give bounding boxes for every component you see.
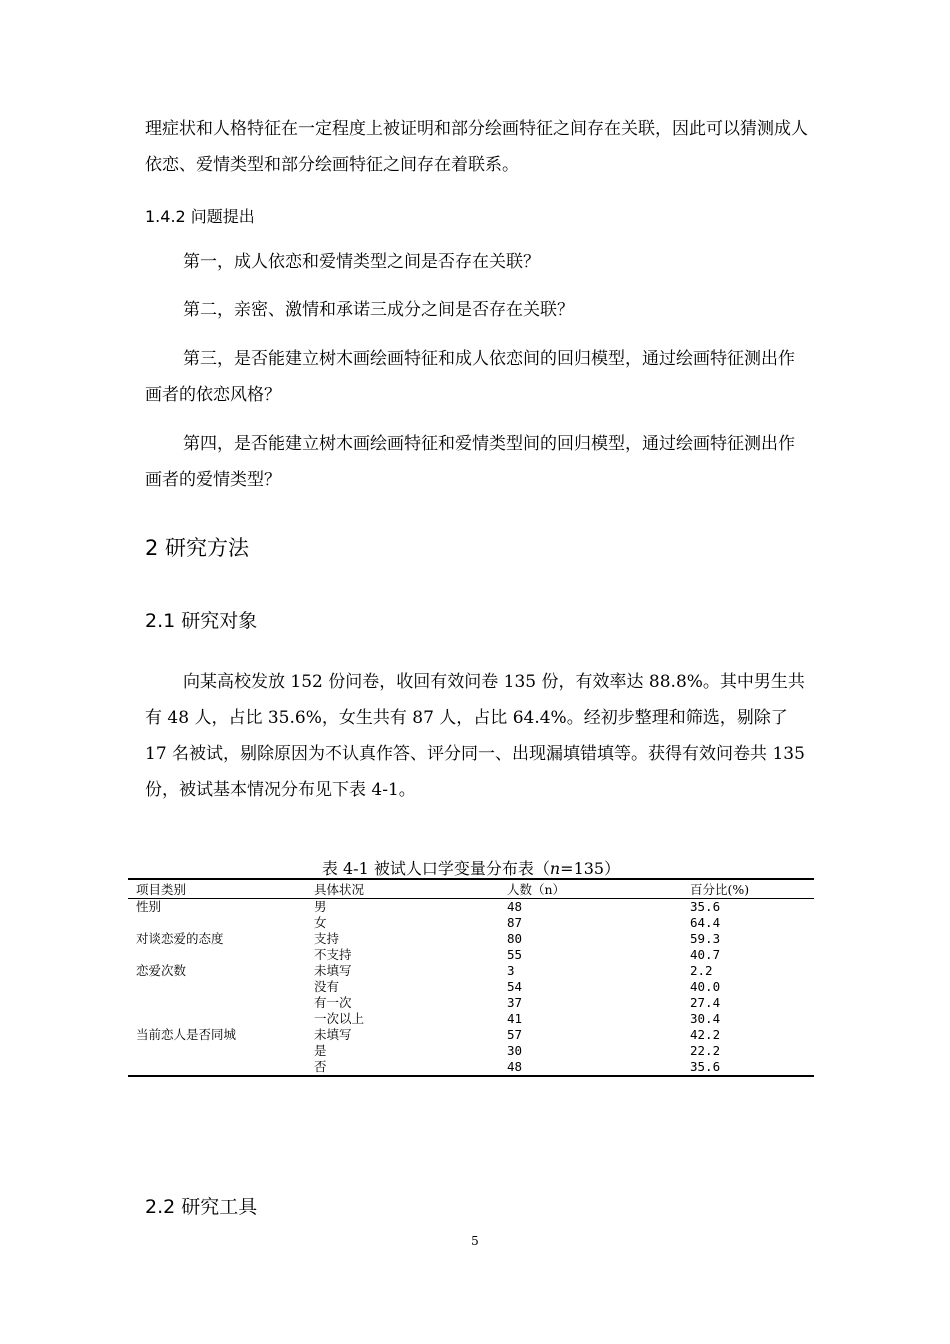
cell-category <box>128 1059 306 1076</box>
cell-percent: 40.0 <box>690 979 721 994</box>
table-row <box>128 1027 814 1043</box>
cell-status: 有一次 <box>314 995 352 1010</box>
cell-count: 48 <box>499 1059 682 1076</box>
cell-percent: 40.7 <box>690 947 721 962</box>
cell-count: 55 <box>507 947 523 962</box>
cell-category <box>128 979 306 995</box>
table-row <box>128 979 814 995</box>
question-1: 第一，成人依恋和爱情类型之间是否存在关联？ <box>183 252 540 272</box>
cell-category <box>128 947 306 963</box>
table-row <box>128 931 814 947</box>
cell-count: 54 <box>507 979 523 994</box>
subjects-paragraph: 向某高校发放 152 份问卷，收回有效问卷 135 份，有效率达 88.8%。其中男生共有 48 人，占比 35.6%，女生共有 87 人，占比 64.4%。经初步整理和筛选，剔除了 17 名被试，剔除原因为不认真作答、评分同一、出现漏填错填等。获得有效问卷共 135 份，被试基本情况分布见下表 4-1。 <box>145 672 805 800</box>
cell-count: 30 <box>507 1043 523 1058</box>
header-category: 项目类别 <box>128 879 306 899</box>
cell-category <box>128 915 306 931</box>
cell-count: 48 <box>507 899 523 914</box>
caption-prefix: 表 4-1 被试人口学变量分布表（ <box>321 859 550 878</box>
cell-status: 是 <box>314 1043 327 1058</box>
cell-percent: 2.2 <box>690 963 713 978</box>
cell-category: 当前恋人是否同城 <box>136 1027 237 1042</box>
question-3: 第三，是否能建立树木画绘画特征和成人依恋间的回归模型，通过绘画特征测出作画者的依恋风格？ <box>145 349 795 405</box>
cell-category: 对谈恋爱的态度 <box>136 931 224 946</box>
cell-category <box>128 995 306 1011</box>
cell-percent: 22.2 <box>690 1043 721 1058</box>
cell-status: 女 <box>314 915 327 930</box>
table-row <box>128 915 814 931</box>
caption-suffix: =135） <box>560 859 621 878</box>
heading-2-1: 2.1 研究对象 <box>145 610 258 632</box>
cell-status: 未填写 <box>314 1027 352 1042</box>
cell-category: 性别 <box>136 899 162 914</box>
cell-status: 未填写 <box>314 963 352 978</box>
table-row <box>128 899 814 916</box>
question-4: 第四，是否能建立树木画绘画特征和爱情类型间的回归模型，通过绘画特征测出作画者的爱情类型？ <box>145 434 795 490</box>
table-row <box>128 947 814 963</box>
cell-category <box>128 1043 306 1059</box>
cell-count: 37 <box>507 995 523 1010</box>
table-row <box>128 1011 814 1027</box>
table-row <box>128 963 814 979</box>
cell-percent: 42.2 <box>690 1027 721 1042</box>
cell-status: 男 <box>314 899 327 914</box>
cell-percent: 59.3 <box>690 931 721 946</box>
cell-status: 否 <box>306 1059 499 1076</box>
table-caption <box>128 856 814 879</box>
table-row <box>128 1059 814 1076</box>
page-number: 5 <box>471 1234 479 1248</box>
cell-count: 87 <box>507 915 523 930</box>
table-row <box>128 995 814 1011</box>
heading-1-4-2: 1.4.2 问题提出 <box>145 207 255 226</box>
cell-percent: 30.4 <box>690 1011 721 1026</box>
header-percent: 百分比(%) <box>682 879 814 899</box>
cell-percent: 35.6 <box>682 1059 814 1076</box>
demographics-table <box>128 878 814 1077</box>
cell-count: 41 <box>507 1011 523 1026</box>
heading-2: 2 研究方法 <box>145 536 250 560</box>
cell-count: 80 <box>507 931 523 946</box>
table-header-row <box>128 879 814 899</box>
question-2: 第二，亲密、激情和承诺三成分之间是否存在关联？ <box>183 300 574 320</box>
cell-count: 3 <box>507 963 515 978</box>
header-status: 具体状况 <box>306 879 499 899</box>
cell-percent: 27.4 <box>690 995 721 1010</box>
cell-status: 支持 <box>314 931 340 946</box>
cell-percent: 64.4 <box>690 915 721 930</box>
cell-percent: 35.6 <box>690 899 721 914</box>
table-row <box>128 1043 814 1059</box>
cell-category: 恋爱次数 <box>136 963 187 978</box>
header-count: 人数（n） <box>499 879 682 899</box>
cell-status: 一次以上 <box>314 1011 365 1026</box>
cell-status: 不支持 <box>314 947 352 962</box>
cell-category <box>128 1011 306 1027</box>
cell-count: 57 <box>507 1027 523 1042</box>
heading-2-2: 2.2 研究工具 <box>145 1196 258 1218</box>
intro-paragraph: 理症状和人格特征在一定程度上被证明和部分绘画特征之间存在关联，因此可以猜测成人依恋、爱情类型和部分绘画特征之间存在着联系。 <box>145 119 808 175</box>
caption-n: n <box>549 859 561 878</box>
cell-status: 没有 <box>314 979 340 994</box>
